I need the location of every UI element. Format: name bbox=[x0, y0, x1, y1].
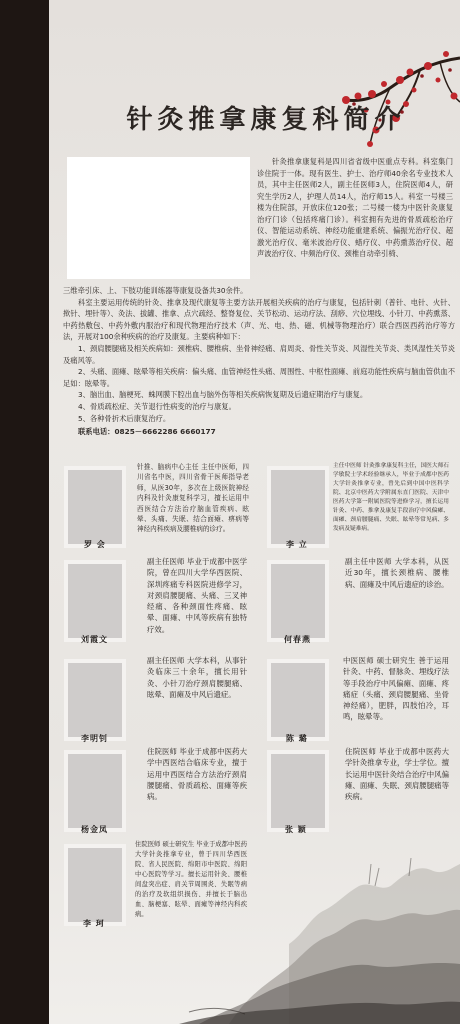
treatment-paragraph: 科室主要运用传统的针灸、推拿及现代康复等主要方法开展相关疾病的治疗与康复，包括针刺（普针、电针、火针、揿针、埋针等）、灸法、拔罐、推拿、点穴疏经、整脊复位、关节松动、运动疗法、刮痧、穴位埋线、小针刀、中药熏蒸、中药热敷包、中药外敷内服治疗和现代物理治疗技术（声、光、电、热、磁、机械等物理治疗）联合西医西药治疗等方法，开展对100余种疾病的治疗及康复。主要病种如下： bbox=[63, 297, 455, 342]
content-panel bbox=[49, 0, 460, 1024]
doctor-bio: 副主任医师 毕业于成都中医学院，曾在四川大学华西医院、深圳疼痛专科医院进修学习，对颈肩腰腿痛、头痛、三叉神经痛、各种颈面性疼痛、眩晕、面瘫、中风等疾病有独特疗效。 bbox=[147, 557, 247, 634]
doctor-photo bbox=[267, 659, 329, 741]
doctor-bio: 中医医师 硕士研究生 善于运用针灸、中药、督脉灸、埋线疗法等手段治疗中风偏瘫、面瘫、疼痛症（头痛、颈肩腰腿痛、坐骨神经痛），肥胖，四肢怕冷，耳鸣，眩晕等。 bbox=[343, 656, 449, 722]
doctor-name: 李明钊 bbox=[81, 734, 108, 743]
page-title: 针灸推拿康复科简介 bbox=[126, 105, 406, 135]
doctor-photo bbox=[64, 560, 126, 642]
disease-item: 2、头痛、面瘫、眩晕等相关疾病：偏头痛、血管神经性头痛、周围性、中枢性面瘫、前庭功能性疾病与脑血管供血不足如：眩晕等。 bbox=[63, 367, 455, 388]
doctor-photo bbox=[267, 560, 329, 642]
doctor-name: 李 珂 bbox=[83, 919, 105, 928]
doctor-photo bbox=[64, 659, 126, 741]
doctor-name: 刘霞文 bbox=[81, 635, 108, 644]
doctor-name: 李 立 bbox=[286, 540, 308, 549]
intro-continuation bbox=[63, 285, 455, 438]
doctor-name: 张 颖 bbox=[285, 825, 307, 834]
disease-item: 3、脑出血、脑梗死、蛛网膜下腔出血与脑外伤等相关疾病恢复期及后遗症期治疗与康复。 bbox=[78, 390, 368, 400]
doctor-bio: 住院医师 毕业于成都中医药大学针灸推拿专业，学士学位。擅长运用中医针灸结合治疗中风偏瘫、面瘫、失眠、颈肩腰腿痛等疾病。 bbox=[345, 747, 449, 802]
doctor-bio: 住院医师 硕士研究生 毕业于成都中医药大学针灸推拿专业，曾于四川华西医院、省人民医院、绵阳市中医院、绵阳中心医院等学习。擅长运用针灸、腰椎间盘突出症、肩关节周围炎、失眠等病的治疗及软组织损伤、并擅长于脑出血、脑梗塞、眩晕、面瘫等神经内科疾病。 bbox=[135, 841, 247, 918]
doctor-photo bbox=[267, 466, 329, 548]
doctor-bio: 副主任医师 大学本科，从事针灸临床三十余年，擅长用针灸、小针刀治疗颈肩腰腿痛、眩晕、面瘫及中风后遗症。 bbox=[147, 656, 247, 699]
doctor-photo bbox=[267, 750, 329, 832]
contact-phone: 联系电话：0825－6662286 6660177 bbox=[78, 427, 216, 437]
department-photo bbox=[67, 157, 250, 279]
intro-paragraph bbox=[257, 156, 453, 260]
doctor-bio: 针推、脑病中心主任 主任中医师，四川省名中医，四川省骨干医师指导老师，从医30年，多次在上级医院神经内科及针灸康复科学习，擅长运用中西医结合方法治疗脑血管疾病、眩晕、头痛、失眠、结合面瘫、痹病等神经内科疾病及腰椎病的诊疗。 bbox=[137, 463, 249, 534]
disease-item: 4、骨质疏松症、关节退行性病变的治疗与康复。 bbox=[78, 401, 236, 411]
doctor-name: 陈 璐 bbox=[286, 734, 308, 743]
doctor-photo bbox=[64, 750, 126, 832]
ink-mountains-icon bbox=[49, 824, 460, 1024]
doctor-photo bbox=[64, 466, 126, 548]
intro-text-cont: 三维牵引床、上、下肢功能训练器等康复设备共30余件。 bbox=[63, 286, 248, 295]
doctor-bio: 主任中医师 针灸推拿康复科主任，国医大师石学敏院士学术经验继承人，毕业于成都中医药大学针灸推拿专业，曾先后到中国中医科学院、北京中医药大学附属东直门医院、天津中医药大学第一附属医院等进修学习，擅长运用针灸、中药、推拿及康复手段治疗中风偏瘫、面瘫、颈肩腰腿痛、失眠、眩晕等常见病、多发病及疑难病。 bbox=[333, 463, 449, 532]
disease-item: 1、颈肩腰腿痛及相关疾病如：颈椎病、腰椎病、坐骨神经痛、肩周炎、骨性关节炎、风湿性关节炎、类风湿性关节炎及痛风等。 bbox=[63, 343, 455, 365]
doctor-bio: 住院医师 毕业于成都中医药大学中西医结合临床专业，擅于运用中西医结合方法治疗颈肩腰腿痛、骨质疏松、面瘫等疾病。 bbox=[147, 747, 247, 802]
doctor-name: 何春燕 bbox=[284, 635, 311, 644]
doctor-bio: 副主任中医师 大学本科，从医近30年，擅长颈椎病、腰椎病、面瘫及中风后遗症的诊治。 bbox=[345, 557, 449, 589]
doctor-name: 杨金凤 bbox=[81, 825, 108, 834]
disease-item: 5、各种骨折术后康复治疗。 bbox=[78, 413, 171, 423]
doctor-name: 罗 会 bbox=[84, 540, 106, 549]
intro-text: 针灸推拿康复科是四川省省级中医重点专科。科室集门诊住院于一体。现有医生、护士、治疗师40余名专业技术人员，其中主任医师2人，副主任医师3人，住院医师4人，研究生学历2人，护理人员14人，治疗师15人。科室一号楼三楼为住院部，开放床位120张；二号楼一楼为中医针灸康复治疗门诊（包括疼痛门诊）。科室拥有先进的骨质疏松治疗仪、智能运动系统、神经功能重建系统、偏振光治疗仪、超激光治疗仪、毫米波治疗仪、蜡疗仪、中药熏蒸治疗仪、超声波治疗仪、中频治疗仪、颈椎自动牵引椅、 bbox=[257, 157, 453, 258]
